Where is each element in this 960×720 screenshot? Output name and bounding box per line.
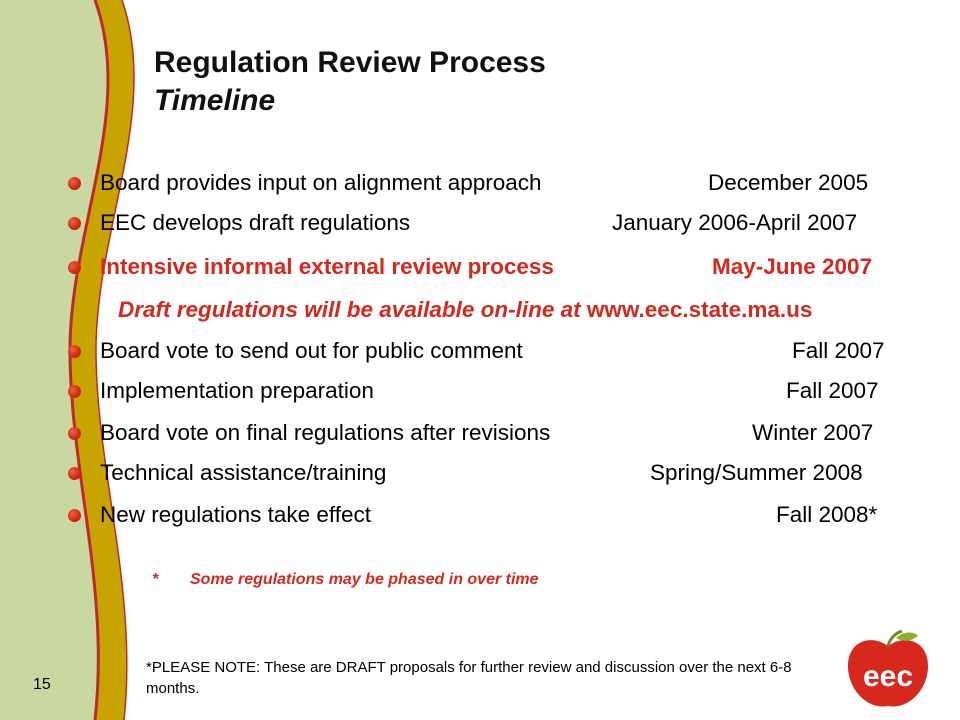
bullet-dot-icon: [68, 509, 81, 522]
item-label: Technical assistance/training: [100, 460, 387, 485]
timeline-item: [62, 371, 932, 411]
online-availability-note: [118, 290, 812, 330]
page-number: 15: [33, 676, 51, 693]
bullet-dot-icon: [68, 385, 81, 398]
draft-disclaimer: *PLEASE NOTE: These are DRAFT proposals for further review and discussion over the next 6-8 months.: [146, 659, 792, 697]
bullet-dot-icon: [68, 427, 81, 440]
bullet-dot-icon: [68, 261, 81, 274]
eec-apple-logo-icon: [842, 630, 934, 712]
item-label: Board provides input on alignment approach: [100, 170, 542, 195]
bullet-dot-icon: [68, 177, 81, 190]
item-date: Fall 2007: [786, 378, 879, 403]
title-main: Regulation Review Process: [154, 46, 546, 79]
item-date: Spring/Summer 2008: [650, 460, 863, 485]
footnote-asterisk: *: [152, 571, 159, 588]
item-label: New regulations take effect: [100, 502, 371, 527]
online-note-text: Draft regulations will be available on-line at: [118, 297, 581, 322]
item-date: December 2005: [708, 170, 869, 195]
online-note-url: www.eec.state.ma.us: [586, 297, 813, 322]
item-date: Fall 2008*: [776, 502, 878, 527]
phase-in-footnote: [152, 571, 539, 589]
item-label: Intensive informal external review process: [100, 254, 554, 279]
timeline-item-highlighted: [62, 247, 932, 287]
item-date: Winter 2007: [752, 420, 874, 445]
logo-text: eec: [862, 660, 914, 693]
footnote-text: Some regulations may be phased in over time: [190, 571, 539, 588]
slide-title: [154, 44, 546, 120]
item-label: Board vote on final regulations after revisions: [100, 420, 551, 445]
item-label: Board vote to send out for public comment: [100, 338, 523, 363]
timeline-item: [62, 453, 932, 493]
item-date: Fall 2007: [792, 338, 885, 363]
timeline-item: [62, 331, 932, 371]
item-date: May-June 2007: [712, 254, 873, 279]
bullet-dot-icon: [68, 217, 81, 230]
item-label: EEC develops draft regulations: [100, 210, 411, 235]
item-date: January 2006-April 2007: [612, 210, 858, 235]
timeline-item: [62, 495, 932, 535]
timeline-item: [62, 203, 932, 243]
bullet-dot-icon: [68, 345, 81, 358]
timeline-item: [62, 163, 932, 203]
bullet-dot-icon: [68, 467, 81, 480]
item-label: Implementation preparation: [100, 378, 374, 403]
timeline-item: [62, 413, 932, 453]
title-subtitle: Timeline: [154, 84, 276, 117]
